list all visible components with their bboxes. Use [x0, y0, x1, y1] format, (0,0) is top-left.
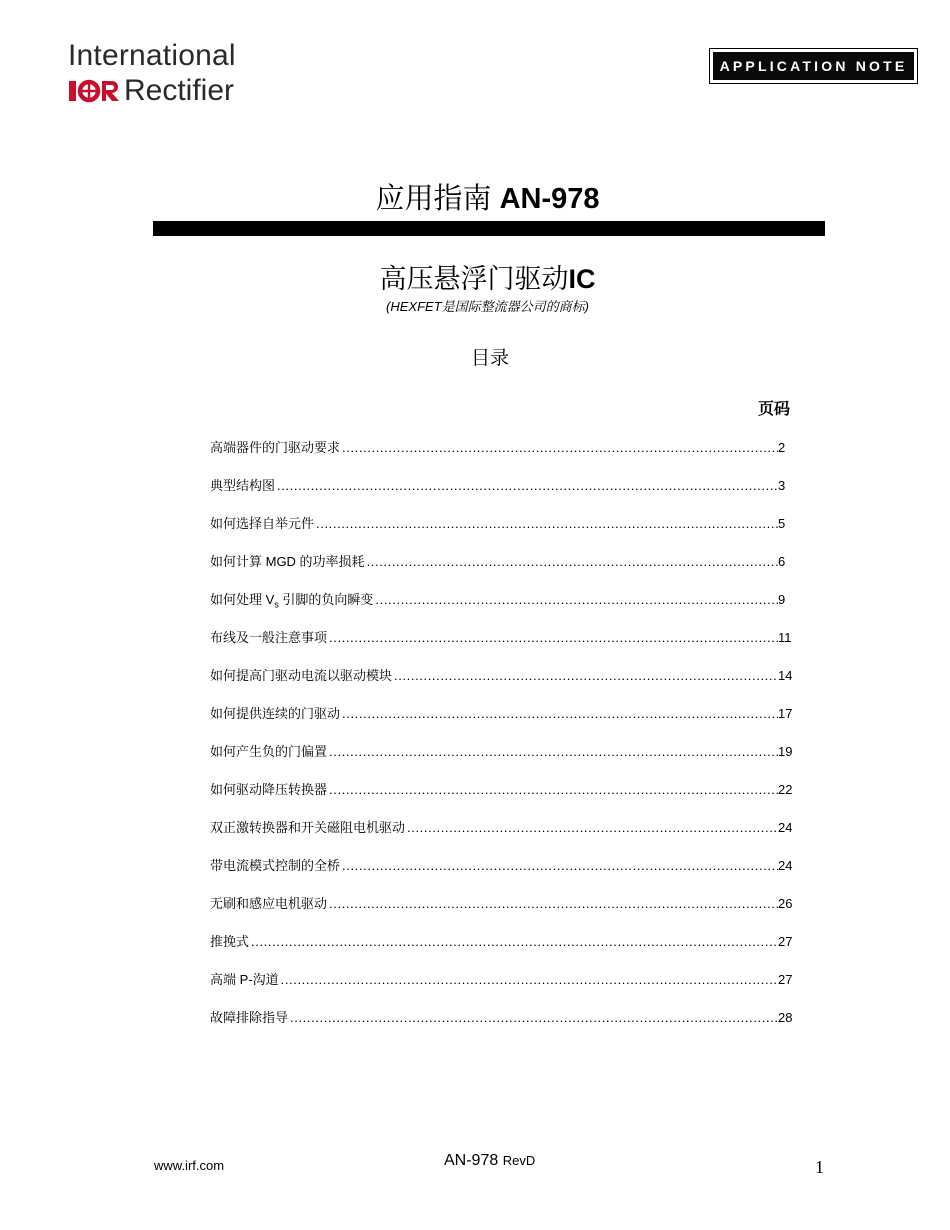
toc-entry-label: 如何提供连续的门驱动 [210, 706, 341, 721]
toc-entry-label: 故障排除指导 [210, 1010, 289, 1025]
toc-entry-label: 无刷和感应电机驱动 [210, 896, 328, 911]
subtitle-main: 高压悬浮门驱动 [379, 264, 569, 294]
toc-entry-page: 6 [778, 554, 786, 569]
toc-leader-dots [327, 628, 778, 648]
toc-leader-dots [392, 666, 778, 686]
toc-leader-dots [249, 932, 778, 952]
subtitle-suffix: IC [568, 264, 596, 294]
toc-leader-dots [405, 818, 778, 838]
toc-entry-page: 9 [778, 592, 786, 607]
toc-entry-label: 如何驱动降压转换器 [210, 782, 328, 797]
application-note-label: APPLICATION NOTE [713, 52, 914, 80]
toc-page-column-heading: 页码 [758, 401, 791, 418]
toc-entry[interactable] [210, 742, 800, 780]
toc-entry-page: 19 [778, 744, 793, 759]
toc-entry-page: 5 [778, 516, 786, 531]
toc-entry-label: 典型结构图 [210, 478, 276, 493]
toc-entry-label: 带电流模式控制的全桥 [210, 858, 341, 873]
toc-entry[interactable] [210, 666, 800, 704]
toc-entry[interactable] [210, 476, 800, 514]
logo-text-rectifier: Rectifier [124, 74, 235, 107]
toc-entry[interactable] [210, 552, 800, 590]
toc-entry-label: 如何提高门驱动电流以驱动模块 [210, 668, 393, 683]
toc-entry-label: 如何选择自举元件 [210, 516, 315, 531]
toc-entry[interactable] [210, 932, 800, 970]
toc-leader-dots [340, 438, 778, 458]
toc-entry-page: 28 [778, 1010, 793, 1025]
toc-entry-label-subscript: s [274, 599, 279, 610]
toc-entry-label: 布线及一般注意事项 [210, 630, 328, 645]
toc-entry-page: 11 [778, 630, 792, 645]
toc-entry[interactable] [210, 856, 800, 894]
footer-page-number: 1 [815, 1157, 824, 1177]
toc-entry-page: 14 [778, 668, 793, 683]
toc-entry-page: 22 [778, 782, 793, 797]
toc-leader-dots [340, 704, 778, 724]
document-title [0, 176, 950, 217]
document-subtitle [0, 257, 950, 296]
ior-logo-icon [68, 78, 120, 104]
toc-entry-page: 27 [778, 972, 793, 987]
toc-entry[interactable] [210, 780, 800, 818]
company-logo [68, 40, 248, 110]
toc-entry[interactable] [210, 818, 800, 856]
toc-entry-label: 双正激转换器和开关磁阻电机驱动 [210, 820, 406, 835]
toc-leader-dots [279, 970, 778, 990]
toc-heading: 目录 [470, 348, 509, 369]
toc-leader-dots [288, 1008, 778, 1028]
table-of-contents [210, 438, 800, 1046]
toc-leader-dots [340, 856, 778, 876]
toc-entry[interactable] [210, 970, 800, 1008]
toc-entry-page: 17 [778, 706, 793, 721]
toc-leader-dots [327, 780, 778, 800]
toc-entry[interactable] [210, 894, 800, 932]
toc-entry-label: 高端器件的门驱动要求 [210, 440, 341, 455]
toc-entry-page: 24 [778, 820, 793, 835]
toc-entry-label: 如何计算 MGD 的功率损耗 [210, 554, 365, 569]
toc-leader-dots [327, 894, 778, 914]
document-title-code: AN-978 [499, 183, 600, 215]
toc-entry-page: 27 [778, 934, 793, 949]
document-title-prefix: 应用指南 [375, 183, 492, 215]
logo-text-international: International [68, 39, 236, 72]
toc-entry-label-main: 如何处理 V [210, 592, 275, 607]
toc-entry-label-suffix: 引脚的负向瞬变 [278, 592, 374, 607]
toc-entry-page: 26 [778, 896, 793, 911]
toc-entry[interactable] [210, 590, 800, 628]
application-note-badge [709, 48, 918, 84]
footer-revision: RevD [502, 1153, 536, 1168]
toc-entry-label: 高端 P-沟道 [210, 972, 279, 987]
logo-line-rectifier [68, 76, 234, 106]
toc-leader-dots [365, 552, 778, 572]
toc-entry-label [210, 590, 373, 615]
toc-leader-dots [373, 590, 778, 610]
toc-entry-page: 24 [778, 858, 793, 873]
toc-entry[interactable] [210, 704, 800, 742]
toc-entry[interactable] [210, 1008, 800, 1046]
footer-document-id [444, 1152, 535, 1170]
toc-entry-label: 如何产生负的门偏置 [210, 744, 328, 759]
toc-entry-page: 3 [778, 478, 786, 493]
toc-entry-label: 推挽式 [210, 934, 250, 949]
toc-leader-dots [327, 742, 778, 762]
trademark-note: (HEXFET是国际整流器公司的商标) [386, 299, 589, 314]
footer-doc-code: AN-978 [444, 1152, 499, 1169]
title-divider [153, 221, 825, 236]
toc-entry[interactable] [210, 628, 800, 666]
toc-entry-page: 2 [778, 440, 786, 455]
toc-leader-dots [275, 476, 778, 496]
toc-entry[interactable] [210, 514, 800, 552]
toc-entry[interactable] [210, 438, 800, 476]
toc-leader-dots [314, 514, 778, 534]
footer-website-link[interactable]: www.irf.com [154, 1158, 225, 1173]
